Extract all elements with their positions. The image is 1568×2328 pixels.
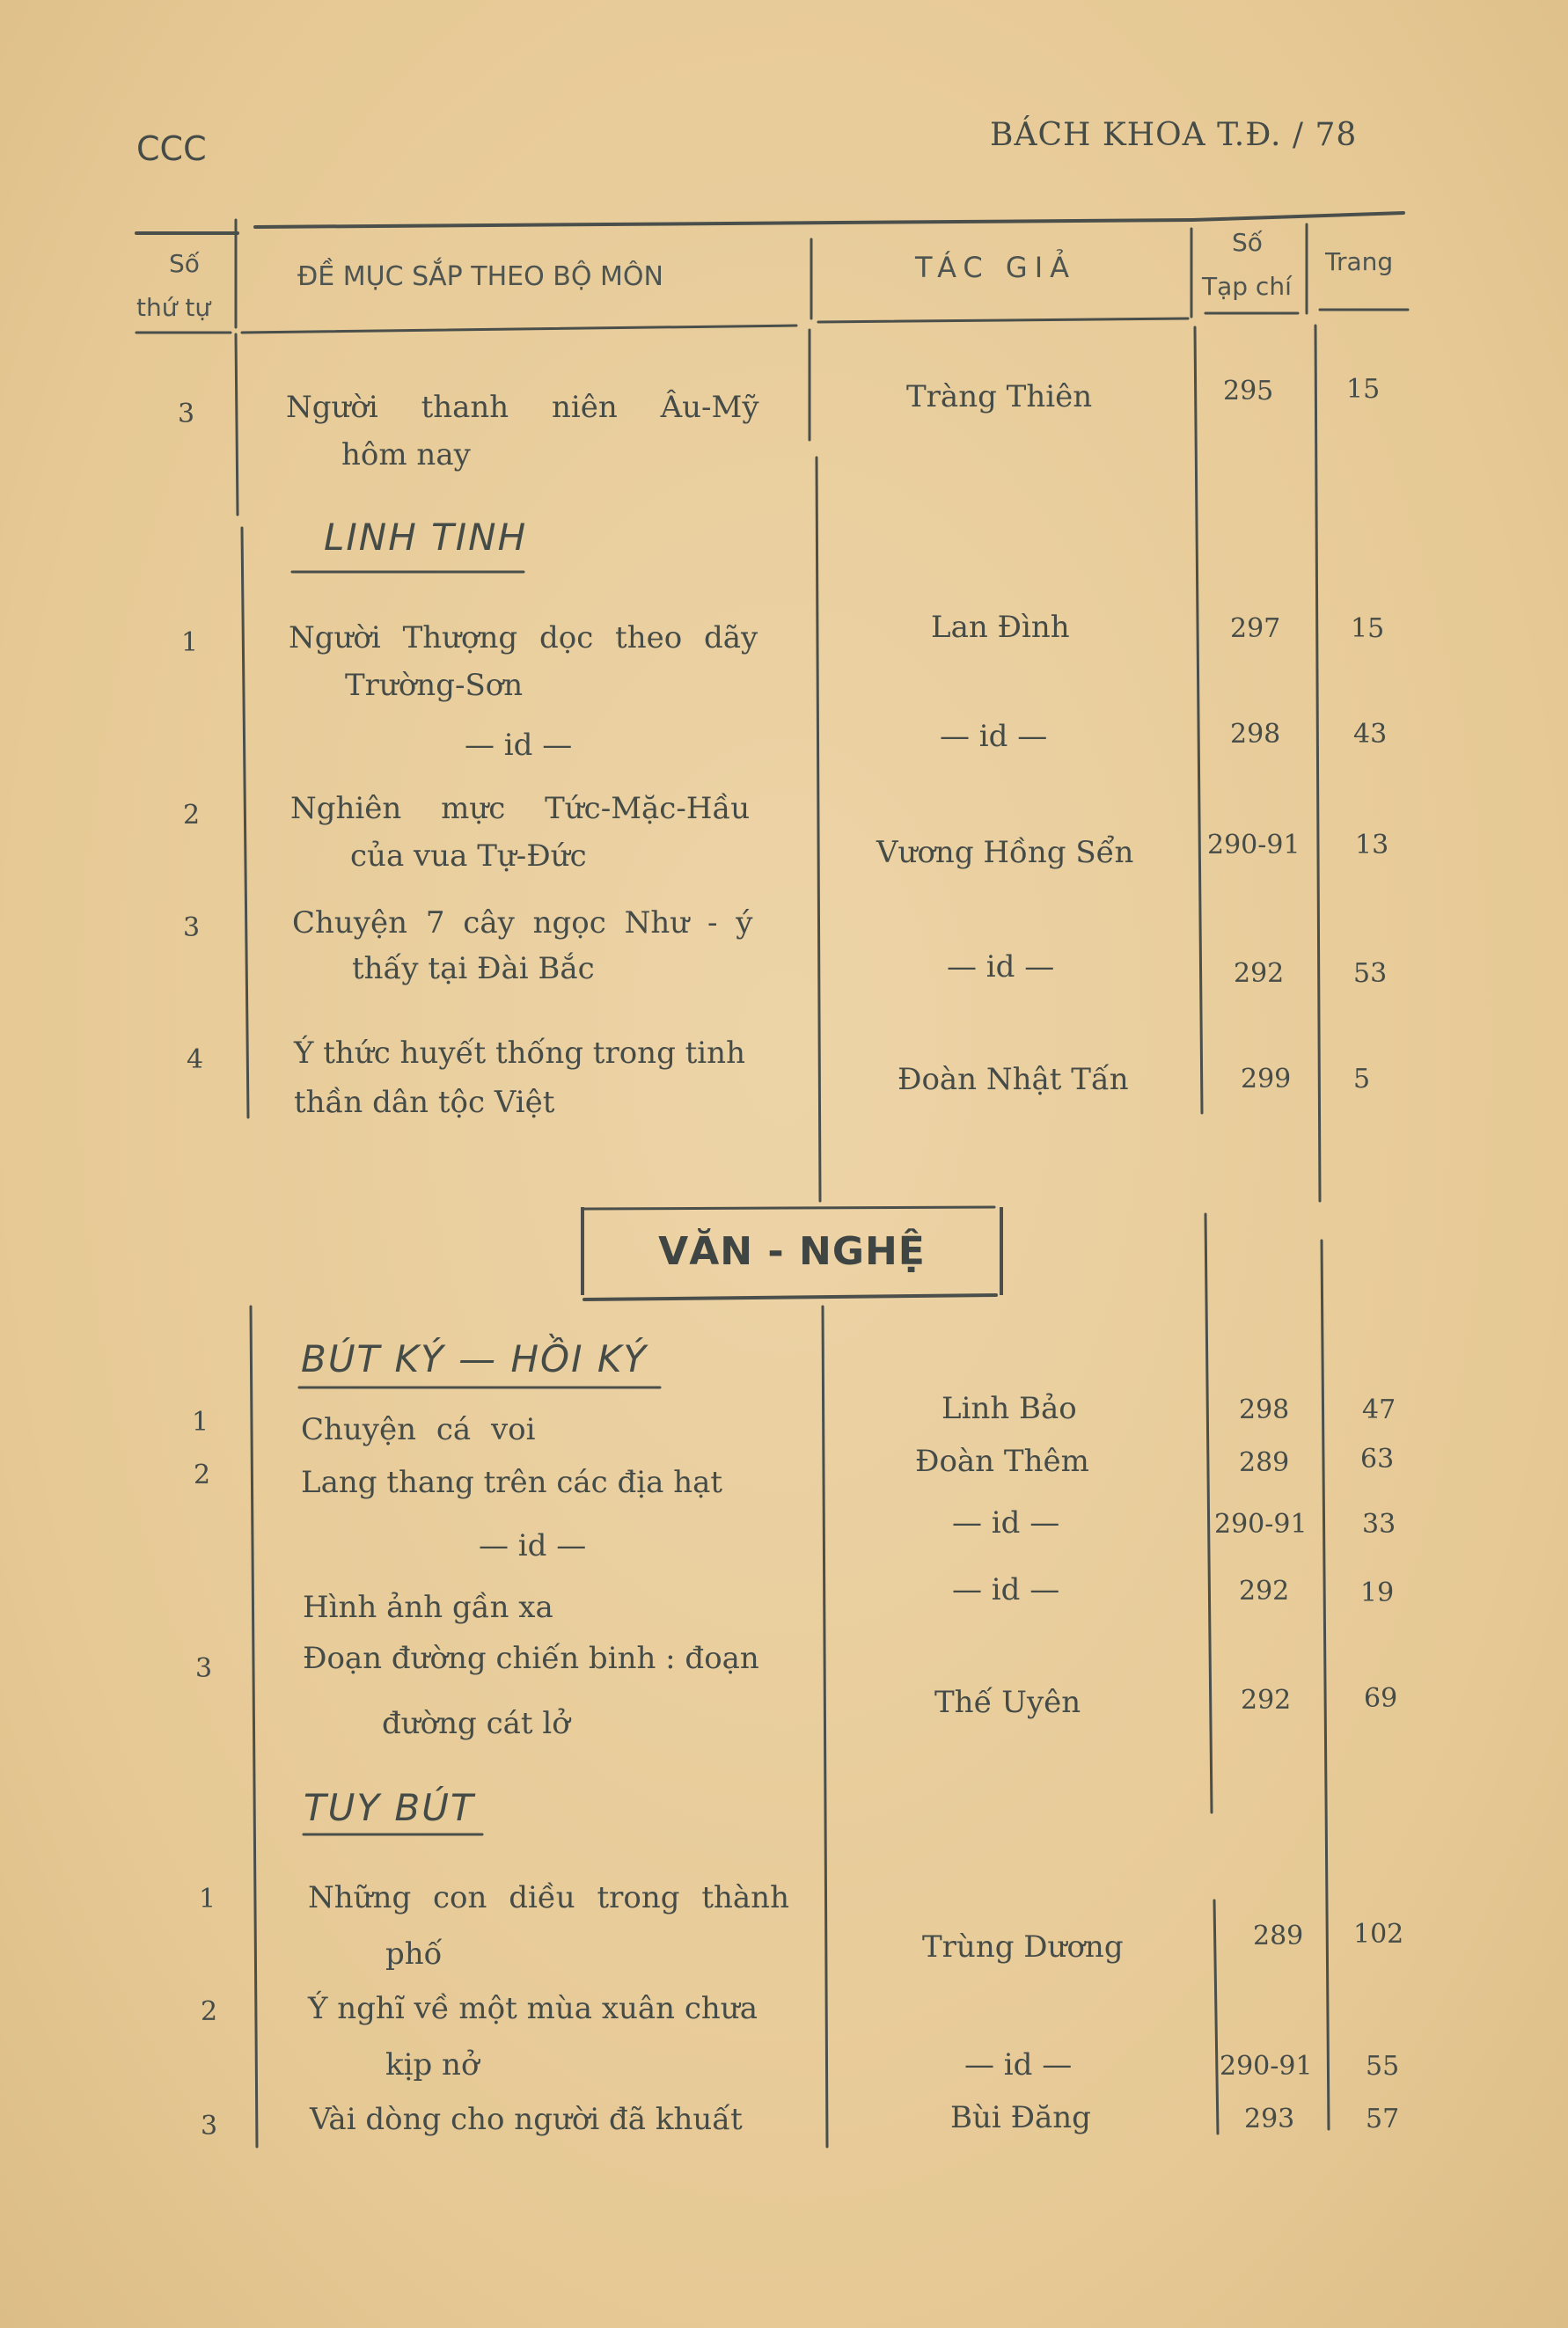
author: Tràng Thiên	[906, 379, 1093, 414]
entry-title: — id —	[465, 728, 573, 763]
issue-number: 290-91	[1207, 830, 1301, 860]
author: — id —	[940, 719, 1048, 754]
entry-title: Đoạn đường chiến binh : đoạn	[303, 1641, 759, 1676]
page-number: 13	[1355, 830, 1389, 860]
entry-title-cont: đường cát lở	[382, 1706, 570, 1741]
issue-number: 292	[1239, 1576, 1290, 1607]
issue-number: 292	[1241, 1685, 1292, 1716]
entry-title: Những con diều trong thành	[308, 1880, 789, 1915]
entry-title-cont: thấy tại Đài Bắc	[352, 951, 595, 986]
author: Lan Đình	[931, 610, 1070, 645]
row-number: 3	[183, 912, 201, 943]
entry-title-cont: hôm nay	[341, 437, 471, 472]
author: — id —	[964, 2047, 1073, 2083]
row-number: 2	[201, 1996, 218, 2027]
col-head-so-tap-chi-2: Tạp chí	[1202, 272, 1292, 301]
page-number: 47	[1362, 1395, 1396, 1425]
col-head-so: Số	[169, 249, 200, 278]
header-left: CCC	[136, 129, 207, 168]
issue-number: 298	[1239, 1395, 1290, 1425]
entry-title-cont: kịp nở	[385, 2047, 480, 2083]
row-number: 1	[199, 1884, 216, 1914]
author: — id —	[947, 949, 1055, 985]
col-head-thu-tu: thứ tự	[136, 293, 211, 322]
col-head-tac-gia: TÁC GIẢ	[915, 251, 1077, 284]
issue-number: 292	[1234, 958, 1285, 989]
entry-title-cont: phố	[385, 1936, 443, 1972]
author: — id —	[952, 1572, 1060, 1607]
row-number: 1	[181, 627, 199, 658]
entry-title: Vài dòng cho người đã khuất	[310, 2102, 743, 2137]
page-number: 15	[1351, 613, 1385, 644]
entry-title-cont: thần dân tộc Việt	[294, 1085, 555, 1120]
section-heading-but-ky: BÚT KÝ — HỒI KÝ	[301, 1337, 648, 1380]
author: Trùng Dương	[922, 1929, 1124, 1965]
page-number: 33	[1362, 1509, 1396, 1540]
entry-title: Lang thang trên các địa hạt	[301, 1465, 723, 1500]
row-number: 1	[192, 1407, 209, 1438]
issue-number: 289	[1253, 1921, 1304, 1951]
page-number: 55	[1366, 2051, 1400, 2082]
row-number: 3	[178, 399, 195, 429]
entry-title: Người thanh niên Âu-Mỹ	[286, 390, 759, 425]
entry-title: Chuyện cá voi	[301, 1412, 536, 1447]
author: Đoàn Nhật Tấn	[898, 1062, 1129, 1097]
row-number: 2	[183, 800, 201, 831]
page-number: 19	[1360, 1578, 1395, 1608]
issue-number: 298	[1230, 719, 1281, 750]
division-heading-van-nghe: VĂN - NGHỆ	[581, 1207, 1003, 1295]
entry-title: Chuyện 7 cây ngọc Như - ý	[292, 905, 753, 941]
entry-title: Ý nghĩ về một mùa xuân chưa	[308, 1991, 758, 2026]
entry-title: Nghiên mực Tức-Mặc-Hầu	[290, 791, 751, 826]
section-heading-tuy-but: TUY BÚT	[304, 1786, 475, 1829]
header-right: BÁCH KHOA T.Đ. / 78	[990, 117, 1358, 153]
row-number: 3	[195, 1653, 213, 1684]
issue-number: 290-91	[1220, 2051, 1313, 2082]
page-number: 5	[1353, 1064, 1371, 1094]
page-number: 63	[1360, 1444, 1395, 1475]
entry-title: Ý thức huyết thống trong tinh	[294, 1036, 745, 1071]
entry-title-cont: của vua Tự-Đức	[350, 838, 587, 874]
author: Vương Hồng Sển	[876, 835, 1134, 870]
author: Linh Bảo	[942, 1391, 1077, 1426]
entry-title: — id —	[479, 1528, 587, 1563]
row-number: 3	[201, 2111, 218, 2141]
author: Đoàn Thêm	[915, 1444, 1089, 1479]
section-heading-linh-tinh: LINH TINH	[324, 516, 528, 559]
issue-number: 290-91	[1214, 1509, 1308, 1540]
page-number: 53	[1353, 958, 1388, 989]
col-head-de-muc: ĐỀ MỤC SẮP THEO BỘ MÔN	[297, 261, 663, 292]
entry-title: Người Thượng dọc theo dãy	[289, 620, 758, 655]
row-number: 4	[187, 1044, 204, 1075]
issue-number: 295	[1223, 376, 1274, 406]
page-number: 57	[1366, 2104, 1400, 2134]
entry-title: Hình ảnh gần xa	[303, 1590, 553, 1625]
issue-number: 293	[1244, 2104, 1295, 2134]
issue-number: 297	[1230, 613, 1281, 644]
issue-number: 299	[1241, 1064, 1292, 1094]
col-head-trang: Trang	[1325, 247, 1394, 276]
entry-title-cont: Trường-Sơn	[345, 668, 524, 703]
col-head-so-tap-chi-1: Số	[1232, 228, 1263, 257]
row-number: 2	[194, 1460, 211, 1490]
page-number: 69	[1364, 1683, 1398, 1714]
page-number: 15	[1346, 374, 1381, 405]
author: Bùi Đăng	[950, 2100, 1091, 2135]
issue-number: 289	[1239, 1447, 1290, 1478]
author: Thế Uyên	[934, 1685, 1081, 1720]
page-number: 102	[1353, 1919, 1404, 1950]
author: — id —	[952, 1505, 1060, 1541]
page-number: 43	[1353, 719, 1388, 750]
